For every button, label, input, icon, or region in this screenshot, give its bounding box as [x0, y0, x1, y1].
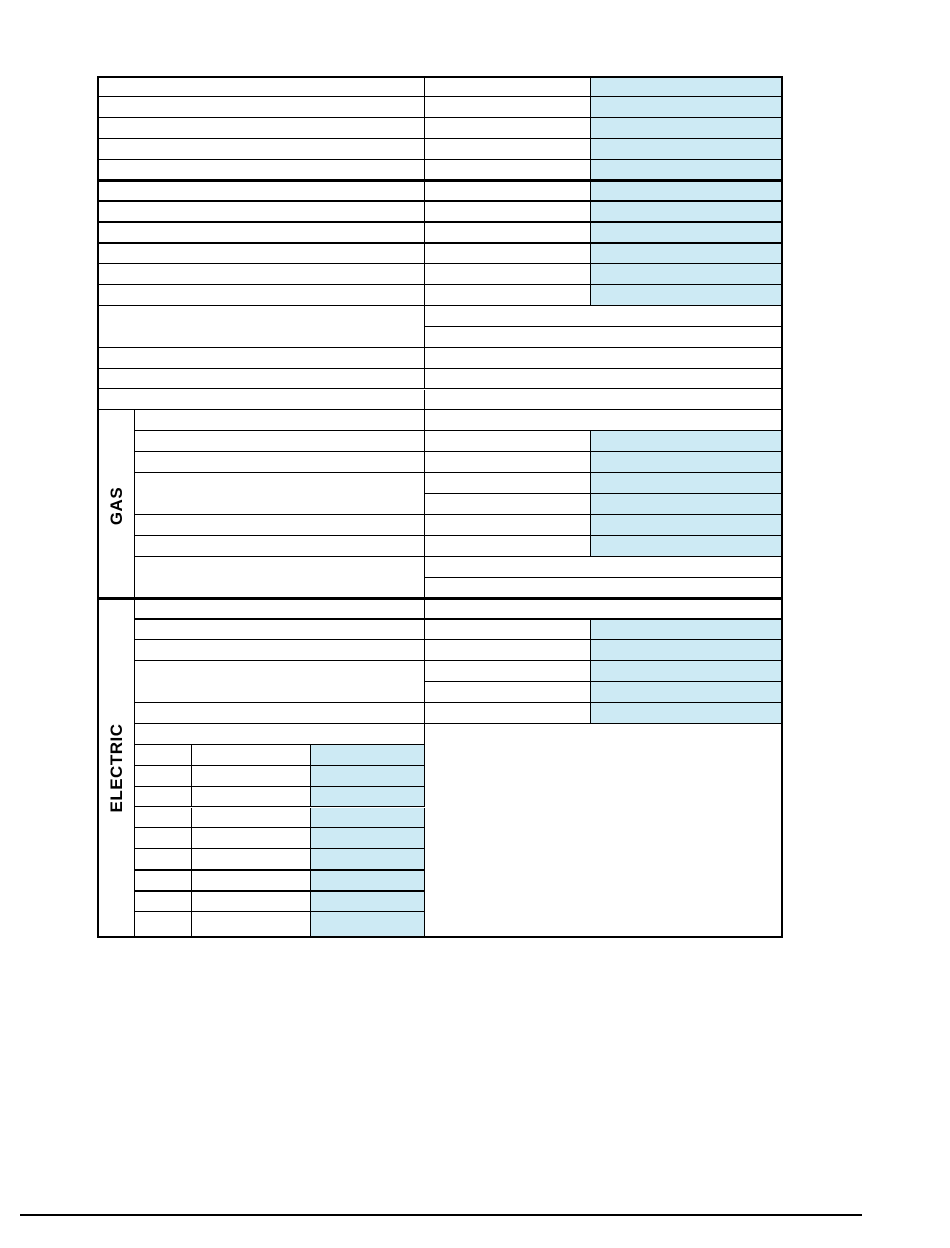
table-cell-input	[311, 870, 425, 891]
table-cell	[425, 390, 783, 411]
electric-section-label: ELECTRIC	[107, 723, 126, 813]
table-cell	[97, 118, 425, 139]
table-cell	[135, 410, 425, 431]
group-divider	[97, 242, 783, 244]
table-cell	[135, 766, 192, 787]
table-cell	[425, 431, 591, 452]
table-cell	[192, 766, 311, 787]
table-cell	[135, 724, 425, 745]
group-divider	[135, 890, 425, 892]
table-cell	[97, 285, 425, 306]
table-cell-input	[591, 515, 783, 536]
table-cell-input	[311, 891, 425, 912]
table-cell-input	[591, 118, 783, 139]
table-cell-input	[591, 661, 783, 682]
table-cell-input	[311, 766, 425, 787]
table-cell	[425, 410, 783, 431]
group-divider	[135, 618, 783, 620]
table-cell	[97, 97, 425, 118]
table-cell	[97, 181, 425, 202]
table-cell-input	[311, 745, 425, 766]
table-cell	[425, 348, 783, 369]
table-cell	[425, 682, 591, 703]
table-cell-input	[591, 160, 783, 181]
table-cell-input	[311, 849, 425, 870]
table-cell-input	[591, 682, 783, 703]
table-cell	[192, 745, 311, 766]
table-cell	[425, 619, 591, 640]
table-cell	[425, 285, 591, 306]
table-cell	[192, 870, 311, 891]
table-cell-input	[591, 222, 783, 243]
table-cell-input	[591, 285, 783, 306]
table-cell	[192, 891, 311, 912]
table-cell	[425, 578, 783, 599]
gas-section-label: GAS	[107, 486, 126, 526]
table-cell	[425, 327, 783, 348]
table-cell	[425, 118, 591, 139]
group-divider	[97, 200, 783, 202]
table-cell-input	[591, 431, 783, 452]
table-cell-input	[591, 139, 783, 160]
table-cell	[135, 828, 192, 849]
table-cell	[135, 849, 192, 870]
table-cell-input	[591, 181, 783, 202]
table-cell	[135, 640, 425, 661]
table-cell	[425, 640, 591, 661]
table-cell	[97, 222, 425, 243]
table-cell	[135, 557, 425, 599]
table-cell-input	[311, 912, 425, 938]
table-cell	[135, 787, 192, 808]
table-cell	[425, 306, 783, 327]
table-cell-input	[591, 201, 783, 222]
table-cell	[425, 201, 591, 222]
table-cell	[135, 431, 425, 452]
table-cell	[97, 139, 425, 160]
table-cell-input	[591, 243, 783, 264]
table-cell	[192, 828, 311, 849]
table-cell	[425, 599, 783, 620]
table-cell	[97, 348, 425, 369]
group-divider	[97, 221, 783, 223]
table-cell	[97, 390, 425, 411]
table-cell	[135, 912, 192, 938]
table-cell	[135, 452, 425, 473]
table-cell	[425, 97, 591, 118]
table-cell-input	[591, 452, 783, 473]
table-cell	[135, 870, 192, 891]
table-cell	[425, 369, 783, 390]
table-cell	[192, 808, 311, 829]
table-cell	[135, 808, 192, 829]
footer-rule	[20, 1214, 862, 1216]
table-cell	[425, 264, 591, 285]
table-cell	[97, 264, 425, 285]
group-divider	[97, 180, 783, 182]
table-cell-input	[311, 808, 425, 829]
table-cell	[97, 243, 425, 264]
table-cell-input	[311, 828, 425, 849]
table-cell-input	[311, 787, 425, 808]
table-cell-input	[591, 536, 783, 557]
table-cell	[97, 306, 425, 348]
table-cell	[425, 703, 591, 724]
table-cell	[425, 160, 591, 181]
table-cell	[135, 745, 192, 766]
table-cell	[425, 76, 591, 97]
table-cell	[425, 515, 591, 536]
table-cell	[425, 473, 591, 494]
table-cell	[97, 76, 425, 97]
table-cell	[425, 139, 591, 160]
table-cell	[135, 599, 425, 620]
table-cell	[135, 473, 425, 515]
table-cell-input	[591, 703, 783, 724]
table-cell	[135, 515, 425, 536]
table-cell-input	[591, 473, 783, 494]
table-cell	[425, 557, 783, 578]
table-cell	[135, 536, 425, 557]
table-cell	[425, 181, 591, 202]
section-divider	[97, 598, 783, 600]
table-cell	[97, 160, 425, 181]
table-cell	[192, 849, 311, 870]
table-cell	[425, 494, 591, 515]
table-cell-merged	[425, 724, 783, 938]
table-cell	[97, 369, 425, 390]
table-cell	[425, 661, 591, 682]
table-cell-input	[591, 97, 783, 118]
table-cell	[97, 201, 425, 222]
table-cell	[192, 787, 311, 808]
table-cell-input	[591, 76, 783, 97]
table-cell	[425, 536, 591, 557]
table-cell	[425, 243, 591, 264]
table-cell	[192, 912, 311, 938]
table-cell-input	[591, 640, 783, 661]
table-cell	[135, 891, 192, 912]
table-cell	[425, 222, 591, 243]
group-divider	[135, 869, 425, 871]
table-cell	[425, 452, 591, 473]
table-cell	[135, 703, 425, 724]
table-cell	[135, 619, 425, 640]
table-cell	[135, 661, 425, 703]
table-cell-input	[591, 619, 783, 640]
table-cell-input	[591, 264, 783, 285]
table-cell-input	[591, 494, 783, 515]
